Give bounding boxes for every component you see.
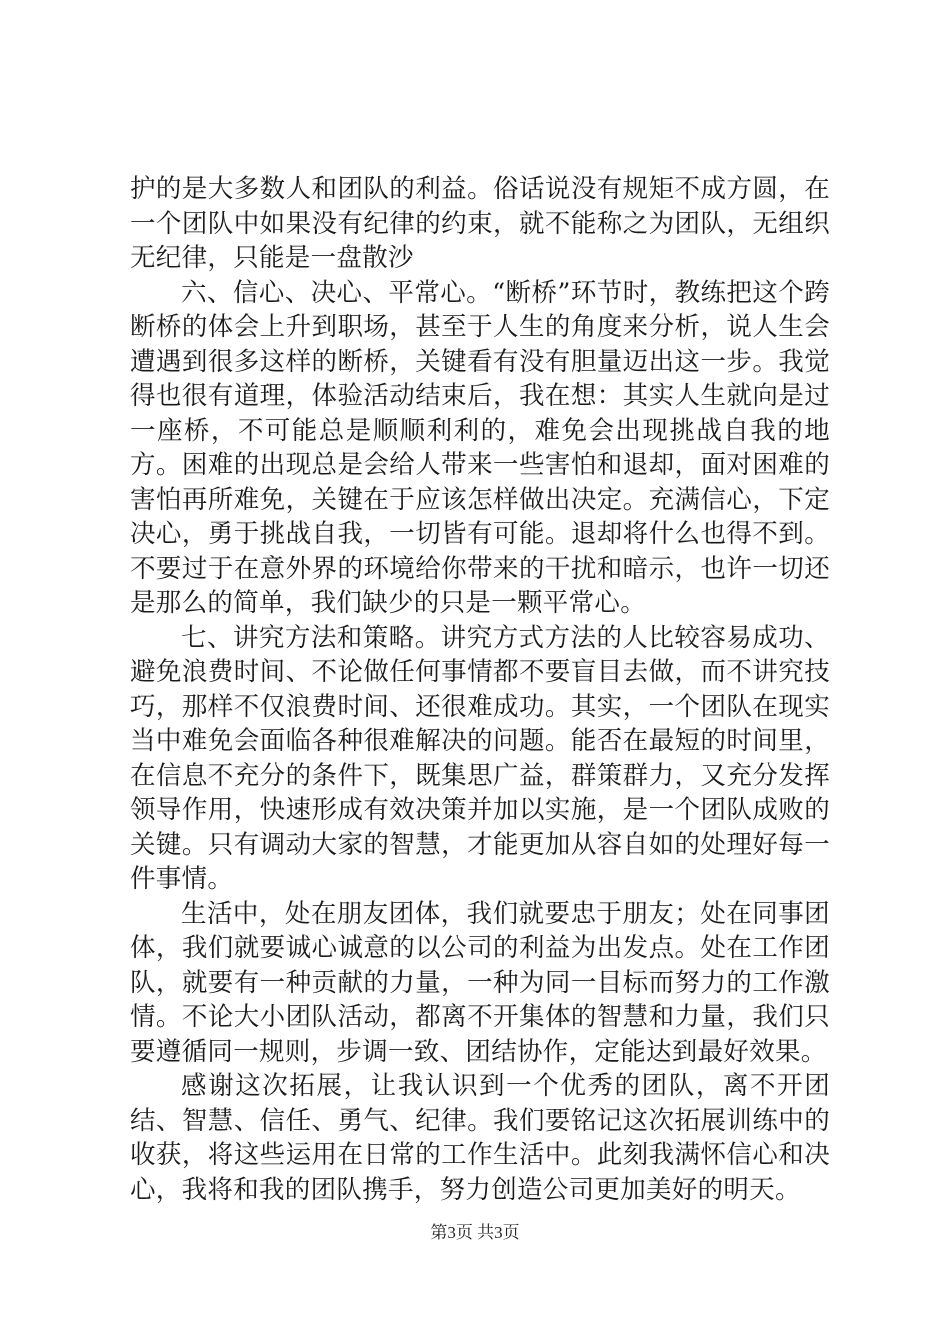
page-number-footer: 第3页 共3页 [430,1223,520,1242]
paragraph-life-teams: 生活中，处在朋友团体，我们就要忠于朋友；处在同事团体，我们就要诚心诚意的以公司的利益为出发点。处在工作团队，就要有一种贡献的力量，一种为同一目标而努力的工作激情。不论大小团队活动，都离不开集体的智慧和力量，我们只要遵循同一规则，步调一致、团结协作，定能达到最好效果。 [130,898,830,1067]
paragraph-confidence: 六、信心、决心、平常心。“断桥”环节时，教练把这个跨断桥的体会上升到职场，甚至于人生的角度来分析，说人生会遭遇到很多这样的断桥，关键看有没有胆量迈出这一步。我觉得也很有道理，体验活动结束后，我在想：其实人生就向是过一座桥，不可能总是顺顺利利的，难免会出现挑战自我的地方。困难的出现总是会给人带来一些害怕和退却，面对困难的害怕再所难免，关键在于应该怎样做出决定。充满信心，下定决心，勇于挑战自我，一切皆有可能。退却将什么也得不到。不要过于在意外界的环境给你带来的干扰和暗示，也许一切还是那么的简单，我们缺少的只是一颗平常心。 [130,277,830,618]
paragraph-method-strategy: 七、讲究方法和策略。讲究方式方法的人比较容易成功、避免浪费时间、不论做任何事情都不要盲目去做，而不讲究技巧，那样不仅浪费时间、还很难成功。其实，一个团队在现实当中难免会面临各种很难解决的问题。能否在最短的时间里，在信息不充分的条件下，既集思广益，群策群力，又充分发挥领导作用，快速形成有效决策并加以实施，是一个团队成败的关键。只有调动大家的智慧，才能更加从容自如的处理好每一件事情。 [130,622,830,894]
paragraph-thanks: 感谢这次拓展，让我认识到一个优秀的团队，离不开团结、智慧、信任、勇气、纪律。我们要铭记这次拓展训练中的收获，将这些运用在日常的工作生活中。此刻我满怀信心和决心，我将和我的团队携手，努力创造公司更加美好的明天。 [130,1071,830,1205]
document-body [130,172,830,1207]
paragraph-continuation: 护的是大多数人和团队的利益。俗话说没有规矩不成方圆，在一个团队中如果没有纪律的约束，就不能称之为团队，无组织无纪律，只能是一盘散沙 [130,174,830,273]
